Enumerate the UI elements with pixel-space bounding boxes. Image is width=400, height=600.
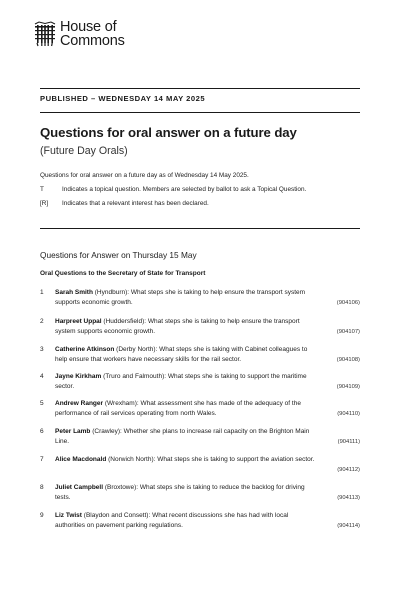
question-line-2: sector. [55, 382, 75, 390]
legend-text: Indicates a topical question. Members are selected by ballot to ask a Topical Question. [62, 186, 307, 193]
question-text [55, 317, 317, 336]
question-line-2: Line. [55, 437, 70, 445]
question-reference: (904110) [337, 411, 360, 417]
question-reference: (904107) [336, 329, 360, 335]
house-of-commons-logo [34, 20, 125, 48]
question-number: 5 [40, 400, 44, 407]
question-reference: (904113) [337, 495, 360, 501]
question-line-1: What steps she is taking to support the aviation sector. [157, 456, 315, 463]
question-number: 4 [40, 373, 44, 380]
question-text [55, 483, 317, 502]
question-line-1: What steps she is taking with Cabinet colleagues to [159, 346, 308, 353]
member-name: Harpreet Uppal [55, 318, 102, 325]
question-text [55, 288, 317, 307]
constituency: (Crawley): [92, 428, 122, 435]
constituency: (Wrexham): [104, 400, 139, 407]
intro-text: Questions for oral answer on a future day as of Wednesday 14 May 2025. [40, 172, 249, 179]
question-text [55, 399, 317, 418]
question-line-1: What steps she is taking to help ensure the transport system [130, 289, 306, 296]
question-number: 1 [40, 289, 44, 296]
question-text [55, 345, 317, 364]
divider-top [40, 88, 360, 89]
member-name: Liz Twist [55, 512, 82, 519]
question-number: 9 [40, 512, 44, 519]
legend-interest [40, 200, 209, 207]
question-text [55, 511, 317, 530]
constituency: (Derby North): [116, 346, 158, 353]
page-title: Questions for oral answer on a future day [40, 125, 297, 140]
question-number: 2 [40, 318, 44, 325]
question-reference: (904106) [336, 300, 360, 306]
constituency: (Blaydon and Consett): [83, 512, 151, 519]
question-reference: (904114) [337, 523, 360, 529]
section-heading: Questions for Answer on Thursday 15 May [40, 250, 197, 260]
constituency: (Broxtowe): [104, 484, 139, 491]
member-name: Jayne Kirkham [55, 373, 102, 380]
portcullis-icon [34, 21, 56, 47]
published-date: PUBLISHED – WEDNESDAY 14 MAY 2025 [40, 94, 206, 103]
question-line-1: What steps she is taking to support the maritime [167, 373, 307, 380]
question-number: 8 [40, 484, 44, 491]
page-subtitle: (Future Day Orals) [40, 145, 128, 157]
question-line-2: authorities on pavement parking regulations. [55, 521, 183, 529]
question-reference: (904111) [337, 439, 360, 445]
question-line-2: supports economic growth. [55, 298, 133, 306]
question-line-2: tests. [55, 493, 71, 501]
question-line-2: help ensure that workers have necessary skills for the rail sector. [55, 355, 242, 363]
question-text [55, 455, 317, 465]
question-line-1: What recent discussions she has had with local [152, 512, 289, 519]
question-line-1: What steps she is taking to help ensure the transport [147, 318, 300, 325]
constituency: (Norwich North): [108, 456, 156, 463]
question-text [55, 427, 317, 446]
legend-topical [40, 186, 306, 193]
member-name: Peter Lamb [55, 428, 91, 435]
question-line-2: system supports economic growth. [55, 327, 156, 335]
question-text [55, 372, 317, 391]
divider-section [40, 228, 360, 229]
member-name: Catherine Atkinson [55, 346, 115, 353]
question-line-2: performance of rail services operating from north Wales. [55, 409, 217, 417]
question-line-1: Whether she plans to increase rail capacity on the Brighton Main [123, 428, 310, 435]
constituency: (Huddersfield): [103, 318, 147, 325]
member-name: Andrew Ranger [55, 400, 104, 407]
question-line-1: What steps she is taking to reduce the backlog for driving [139, 484, 305, 491]
logo-line-1: House of [60, 19, 117, 35]
divider-published [40, 112, 360, 113]
question-number: 7 [40, 456, 44, 463]
logo-wordmark [60, 20, 125, 48]
member-name: Juliet Campbell [55, 484, 104, 491]
constituency: (Hyndburn): [94, 289, 130, 296]
constituency: (Truro and Falmouth): [103, 373, 167, 380]
question-line-1: What assessment she has made of the adequacy of the [140, 400, 301, 407]
member-name: Alice Macdonald [55, 456, 107, 463]
question-reference: (904109) [336, 384, 360, 390]
legend-key: [R] [40, 200, 49, 207]
question-reference: (904112) [337, 467, 360, 473]
member-name: Sarah Smith [55, 289, 93, 296]
question-reference: (904108) [336, 357, 360, 363]
department-heading: Oral Questions to the Secretary of State for Transport [40, 270, 206, 277]
logo-line-2: Commons [60, 33, 125, 49]
question-number: 6 [40, 428, 44, 435]
legend-text: Indicates that a relevant interest has been declared. [62, 200, 209, 207]
question-number: 3 [40, 346, 44, 353]
legend-key: T [40, 186, 44, 193]
